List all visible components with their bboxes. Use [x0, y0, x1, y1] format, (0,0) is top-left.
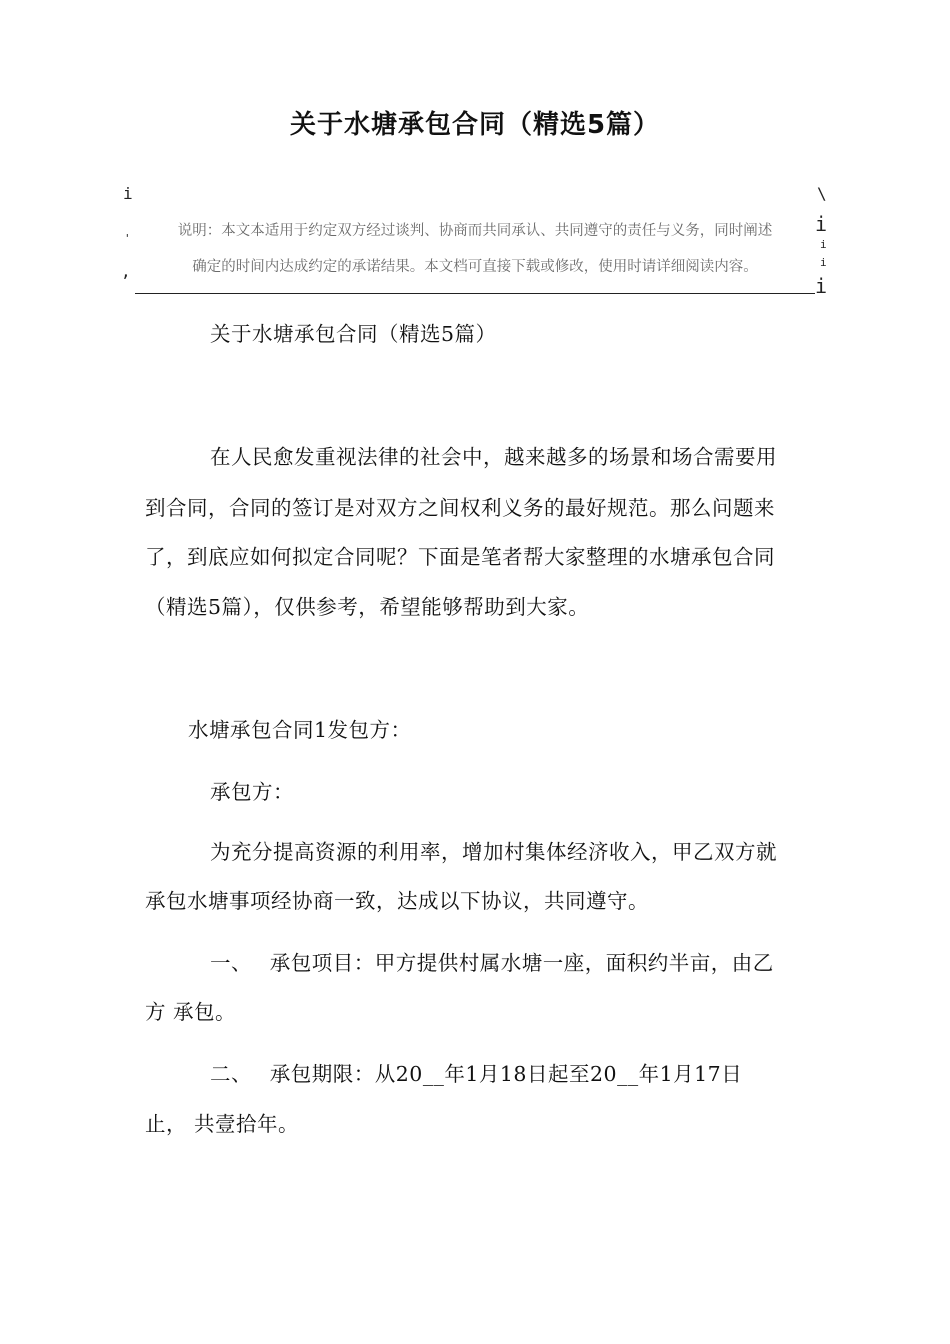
- document-subtitle: 关于水塘承包合同（精选5篇）: [210, 322, 497, 346]
- purpose-line-1: 为充分提高资源的利用率，增加村集体经济收入，甲乙双方就: [210, 840, 777, 864]
- clause-1-line-1: 一、 承包项目：甲方提供村属水塘一座，面积约半亩，由乙: [210, 951, 774, 975]
- margin-mark-right-1: i: [815, 212, 828, 236]
- intro-line-2: 到合同，合同的签订是对双方之间权利义务的最好规范。那么问题来: [145, 496, 775, 520]
- margin-mark-left-mid: ': [124, 232, 131, 245]
- intro-line-1: 在人民愈发重视法律的社会中，越来越多的场景和场合需要用: [210, 445, 777, 469]
- usage-note-line-2: 确定的时间内达成约定的承诺结果。本文档可直接下载或修改，使用时请详细阅读内容。: [192, 259, 758, 275]
- intro-line-4: （精选5篇），仅供参考，希望能够帮助到大家。: [145, 595, 590, 619]
- clause-1-line-2: 方 承包。: [145, 1000, 237, 1024]
- margin-mark-right-3: i: [820, 256, 827, 269]
- intro-line-3: 了，到底应如何拟定合同呢？下面是笔者帮大家整理的水塘承包合同: [145, 545, 775, 569]
- clause-2-line-2: 止， 共壹拾年。: [145, 1112, 300, 1136]
- usage-note-line-1: 说明：本文本适用于约定双方经过谈判、协商而共同承认、共同遵守的责任与义务，同时阐述: [177, 223, 773, 239]
- document-title: 关于水塘承包合同（精选5篇）: [289, 110, 661, 140]
- margin-mark-right-top: \: [817, 184, 827, 203]
- contract-1-heading: 水塘承包合同1发包方：: [188, 718, 412, 742]
- margin-mark-right-2: i: [820, 238, 827, 251]
- clause-2-line-1: 二、 承包期限：从20__年1月18日起至20__年1月17日: [210, 1062, 743, 1086]
- header-divider: [135, 293, 815, 294]
- margin-mark-left-top: i: [123, 184, 133, 203]
- contractor-label: 承包方：: [210, 780, 294, 804]
- margin-mark-left-bottom: ,: [121, 262, 131, 281]
- margin-mark-right-4: i: [815, 274, 828, 298]
- purpose-line-2: 承包水塘事项经协商一致，达成以下协议，共同遵守。: [145, 889, 649, 913]
